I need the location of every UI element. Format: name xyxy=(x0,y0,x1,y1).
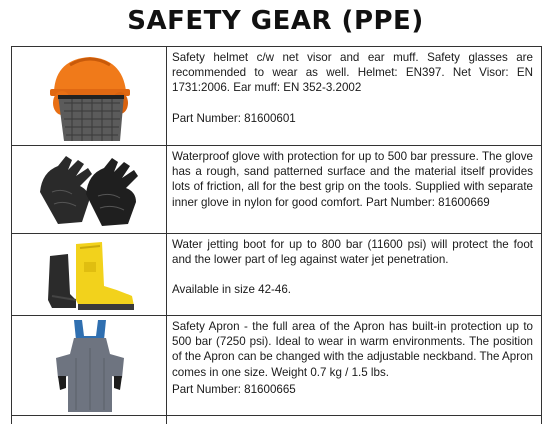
description-cell xyxy=(167,316,542,415)
page-title: SAFETY GEAR (PPE) xyxy=(127,6,424,36)
product-table xyxy=(11,46,542,424)
item-description: Water jetting boot for up to 800 bar (11600 psi) will protect the foot and the lower part of leg against water jet penetration. xyxy=(172,238,533,267)
table-row xyxy=(12,234,542,316)
table-row xyxy=(12,316,542,416)
table-row xyxy=(12,47,542,146)
gloves-icon xyxy=(32,152,148,228)
boots-icon xyxy=(46,238,138,312)
part-number: Part Number: 81600601 xyxy=(172,111,296,125)
safety-helmet-icon xyxy=(40,51,140,143)
item-description: Safety Apron - the full area of the Apron has built-in protection up to 500 bar (7250 psi). Ideal to wear in warm environments. The position of the Apron can be changed with the adjustable neckband. The Apron comes in one size. Weight 0.7 kg / 1.5 lbs. xyxy=(172,320,533,379)
description-cell xyxy=(167,47,542,145)
image-cell xyxy=(12,47,167,145)
availability: Available in size 42-46. xyxy=(172,283,292,297)
safety-apron-icon xyxy=(52,318,128,414)
image-cell xyxy=(12,234,167,315)
item-description: Waterproof glove with protection for up to 500 bar pressure. The glove has a rough, sand patterned surface and the material itself provides lots of friction, all for the best grip on the tools. Supplied with separate inner glove in nylon for good comfort. Part Number: 81600669 xyxy=(172,150,533,209)
item-description: Safety helmet c/w net visor and ear muff. Safety glasses are recommended to wear as well. Helmet: EN397. Net Visor: EN 1731:2006. Ear muff: EN 352-3.2002 xyxy=(172,51,533,95)
description-cell xyxy=(167,146,542,233)
image-cell xyxy=(12,146,167,233)
image-cell xyxy=(12,316,167,415)
description-cell xyxy=(167,234,542,315)
table-row xyxy=(12,146,542,234)
part-number: Part Number: 81600665 xyxy=(172,382,296,396)
